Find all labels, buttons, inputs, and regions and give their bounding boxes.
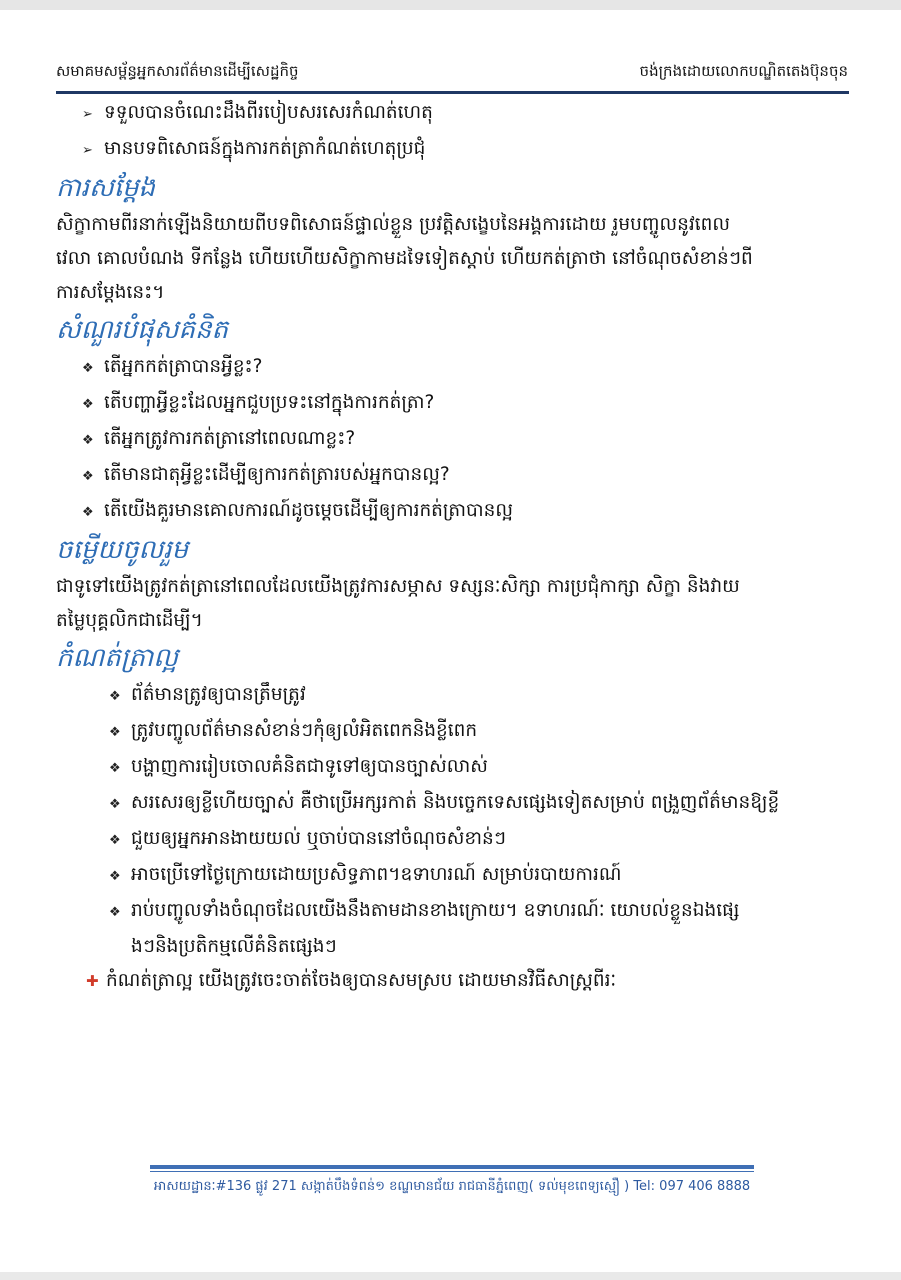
list-item: ❖ តើអ្នកកត់ត្រាបានអ្វីខ្លះ?: [56, 350, 846, 386]
paragraph-line: ការសម្តែងនេះ។: [56, 282, 165, 303]
diamond-bullet-icon: ❖: [109, 761, 121, 776]
list-item: ❖ បង្ហាញការរៀបចោលគំនិតជាទូទៅឲ្យបានច្បាស់លាស់: [56, 750, 846, 786]
note-item: ✚ កំណត់ត្រាល្អ យើងត្រូវចេះចាត់ចែងឲ្យបានសមស្រប ដោយមានវិធីសាស្ត្រពីរៈ: [56, 964, 846, 998]
diamond-bullet-icon: ❖: [82, 397, 94, 412]
section-heading-questions: សំណួរបំផុសគំនិត: [56, 315, 229, 345]
diamond-bullet-icon: ❖: [109, 725, 121, 740]
list-item: ❖ តើយើងគួរមានគោលការណ៍ដូចម្តេចដើម្បីឲ្យការកត់ត្រាបានល្អ: [56, 494, 846, 530]
list-item: ❖ តើអ្នកត្រូវការកត់ត្រានៅពេលណាខ្លះ?: [56, 422, 846, 458]
diamond-bullet-icon: ❖: [109, 797, 121, 812]
section-heading-performance: ការសម្តែង: [56, 173, 156, 203]
diamond-bullet-icon: ❖: [82, 361, 94, 376]
list-item: ➢ ទទួលបានចំណេះដឹងពីរបៀបសរសេរកំណត់ហេតុ: [56, 96, 846, 132]
diamond-bullet-icon: ❖: [82, 469, 94, 484]
diamond-bullet-icon: ❖: [82, 433, 94, 448]
list-item: ❖ រាប់បញ្ចូលទាំងចំណុចដែលយើងនឹងតាមដានខាងក្រោយ។ ឧទាហរណ៍ៈ យោបល់ខ្លួនឯងផ្សេ: [56, 894, 846, 930]
diamond-bullet-icon: ❖: [109, 905, 121, 920]
arrow-bullet-icon: ➢: [82, 107, 93, 122]
flag-bullet-icon: ✚: [86, 972, 99, 990]
list-item: ❖ តើបញ្ហាអ្វីខ្លះដែលអ្នកជួបប្រទះនៅក្នុងការកត់ត្រា?: [56, 386, 846, 422]
list-item: ❖ តើមានជាតុអ្វីខ្លះដើម្បីឲ្យការកត់ត្រារបស់អ្នកបានល្អ?: [56, 458, 846, 494]
paragraph-line: សិក្ខាកាមពីរនាក់ឡើងនិយាយពីបទពិសោធន៍ផ្ទាល់ខ្លួន ប្រវត្តិសង្ខេបនៃអង្គការដោយ រួមបញ្ចូលនូវពេល: [56, 214, 730, 235]
list-item: ❖ ត្រូវបញ្ចូលព័ត៌មានសំខាន់ៗកុំឲ្យលំអិតពេកនិងខ្លីពេក: [56, 714, 846, 750]
list-item: ❖ ព័ត៌មានត្រូវឲ្យបានត្រឹមត្រូវ: [56, 678, 846, 714]
header-author: ចង់ក្រងដោយលោកបណ្ឌិតតេងប៊ុនចុន: [639, 62, 848, 80]
list-item: ❖ អាចប្រើទៅថ្ងៃក្រោយដោយប្រសិទ្ធភាព។ឧទាហរណ៍ សម្រាប់របាយការណ៍: [56, 858, 846, 894]
diamond-bullet-icon: ❖: [109, 689, 121, 704]
list-item-continuation: ងៗនិងប្រតិកម្មលើគំនិតផ្សេងៗ: [131, 936, 337, 957]
footer-address: អាសយដ្ឋានៈ#136 ផ្លូវ 271 សង្កាត់បឹងទំពន់១ ខណ្ឌមានជ័យ រាជធានីភ្នំពេញ( ទល់មុខពេទ្យស្មឿ ) Tel: 097 406 8888: [153, 1179, 751, 1194]
top-edge: [0, 0, 901, 10]
paragraph-line: តម្លៃបុគ្គលិកជាដើម្បី។: [56, 610, 203, 631]
diamond-bullet-icon: ❖: [109, 869, 121, 884]
header-organization: សមាគមសម្ព័ន្ធអ្នកសារព័ត៌មានដើម្បីសេដ្ឋកិច្ច: [56, 62, 299, 80]
bottom-edge: [0, 1272, 901, 1280]
list-item: ❖ ជួយឲ្យអ្នកអានងាយយល់ ឬចាប់បាននៅចំណុចសំខាន់ៗ: [56, 822, 846, 858]
page-header: [56, 62, 848, 86]
diamond-bullet-icon: ❖: [109, 833, 121, 848]
page-content: [56, 96, 846, 998]
paragraph-line: ជាទូទៅយើងត្រូវកត់ត្រានៅពេលដែលយើងត្រូវការសម្ភាស ទស្សនៈសិក្សា ការប្រជុំកាក្សា សិក្ខា និងវាយ: [56, 576, 740, 597]
section-heading-good-notes: កំណត់ត្រាល្អ: [56, 643, 179, 673]
arrow-bullet-icon: ➢: [82, 143, 93, 158]
footer-rule: [150, 1165, 754, 1169]
diamond-bullet-icon: ❖: [82, 505, 94, 520]
paragraph-line: វេលា គោលបំណង ទីកន្លែង ហើយហើយសិក្ខាកាមដទៃទៀតស្តាប់ ហើយកត់ត្រាថា នៅចំណុចសំខាន់ៗពី: [56, 248, 753, 269]
list-item: ❖ សរសេរឲ្យខ្លីហើយច្បាស់ គឺថាប្រើអក្សរកាត់ និងបច្ចេកទេសផ្សេងទៀតសម្រាប់ ពង្រួញព័ត៌មានឱ្យខ្លី: [56, 786, 846, 822]
footer-rule-thin: [150, 1171, 754, 1172]
header-rule: [56, 91, 849, 94]
section-heading-answers: ចម្លើយចូលរួម: [56, 535, 189, 565]
list-item: ➢ មានបទពិសោធន៍ក្នុងការកត់ត្រាកំណត់ហេតុប្រជុំ: [56, 132, 846, 168]
